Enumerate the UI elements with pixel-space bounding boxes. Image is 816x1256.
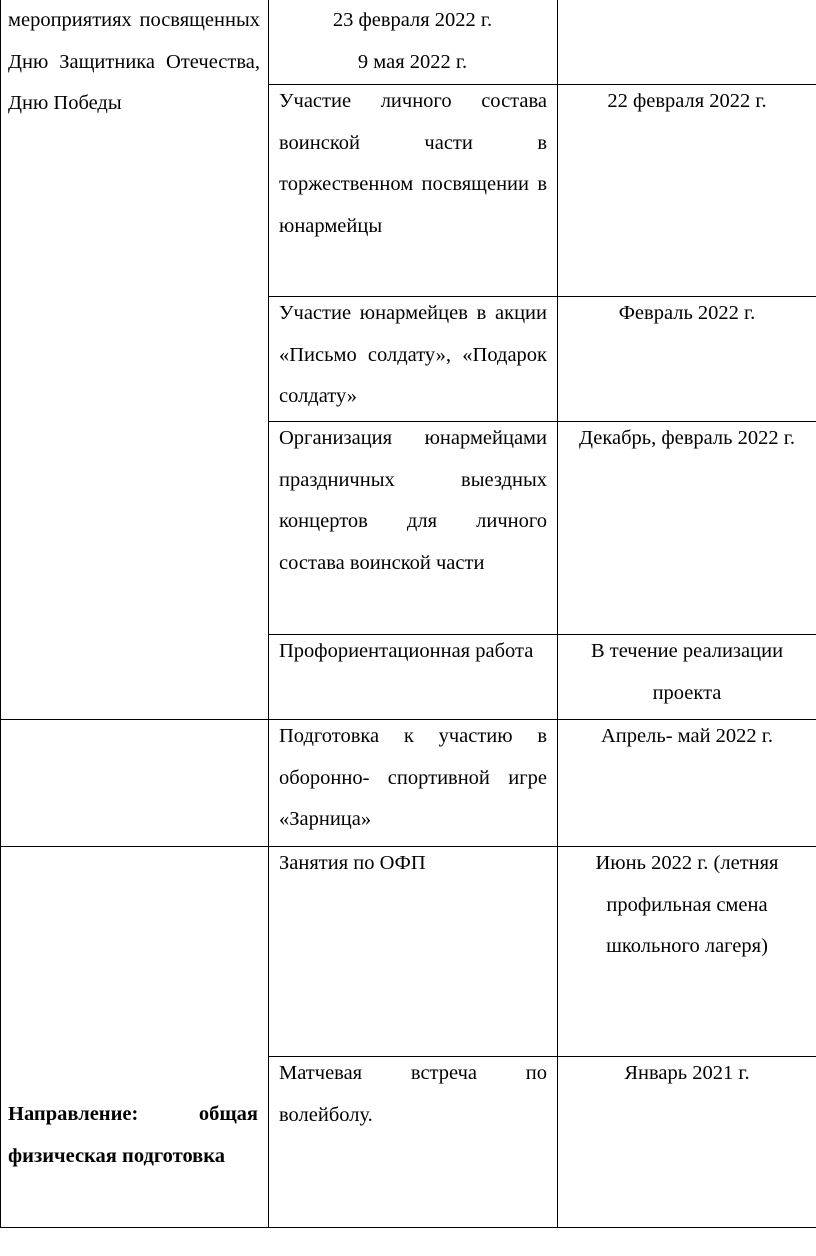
activity-cell <box>279 293 547 418</box>
date-cell <box>565 843 809 968</box>
activity-cell <box>279 418 547 584</box>
activity-text: Матчевая встреча по волейболу. <box>279 1062 547 1126</box>
direction-heading-text: Направление: общая физическая подготовка <box>8 1103 258 1167</box>
activity-cell <box>279 843 547 885</box>
activity-cell <box>279 1053 547 1136</box>
activity-text: Участие личного состава воинской части в торжественном посвящении в юнармейцы <box>279 90 547 237</box>
table-border-left <box>0 0 1 1228</box>
date-cell <box>270 0 555 83</box>
date-cell <box>560 1053 814 1095</box>
activity-text: Профориентационная работа <box>279 640 534 662</box>
date-line: 23 февраля 2022 г. <box>332 9 493 31</box>
activity-cell <box>279 716 547 841</box>
date-text: В течение реализации проекта <box>590 640 784 704</box>
date-line: 9 мая 2022 г. <box>357 50 468 73</box>
activity-cell <box>279 631 547 673</box>
date-cell <box>560 418 814 460</box>
date-cell <box>560 293 814 335</box>
activity-text: Подготовка к участию в оборонно- спортивной игре «Зарница» <box>279 725 547 830</box>
date-text: Январь 2021 г. <box>624 1062 750 1084</box>
activity-text: Занятия по ОФП <box>279 852 426 874</box>
event-description-text: мероприятиях посвященных Дню Защитника Отечества, Дню Победы <box>8 9 260 114</box>
date-text: Апрель- май 2022 г. <box>600 725 774 747</box>
activity-text: Организация юнармейцами праздничных выездных концертов для личного состава воинской части <box>279 427 547 574</box>
event-description-cell <box>8 0 260 125</box>
table-border-bottom <box>0 1227 816 1228</box>
date-cell <box>560 631 814 714</box>
table-divider-2 <box>557 0 558 1228</box>
date-cell <box>560 81 814 123</box>
date-text: Февраль 2022 г. <box>618 302 756 324</box>
date-text: Декабрь, февраль 2022 г. <box>578 427 795 449</box>
date-text: 22 февраля 2022 г. <box>607 90 767 112</box>
direction-heading <box>8 1094 258 1177</box>
activity-text: Участие юнармейцев в акции «Письмо солдату», «Подарок солдату» <box>279 302 547 407</box>
date-cell <box>560 716 814 758</box>
date-text: Июнь 2022 г. (летняя профильная смена школьного лагеря) <box>595 852 779 957</box>
table-divider-1 <box>268 0 269 1228</box>
activity-cell <box>279 81 547 247</box>
